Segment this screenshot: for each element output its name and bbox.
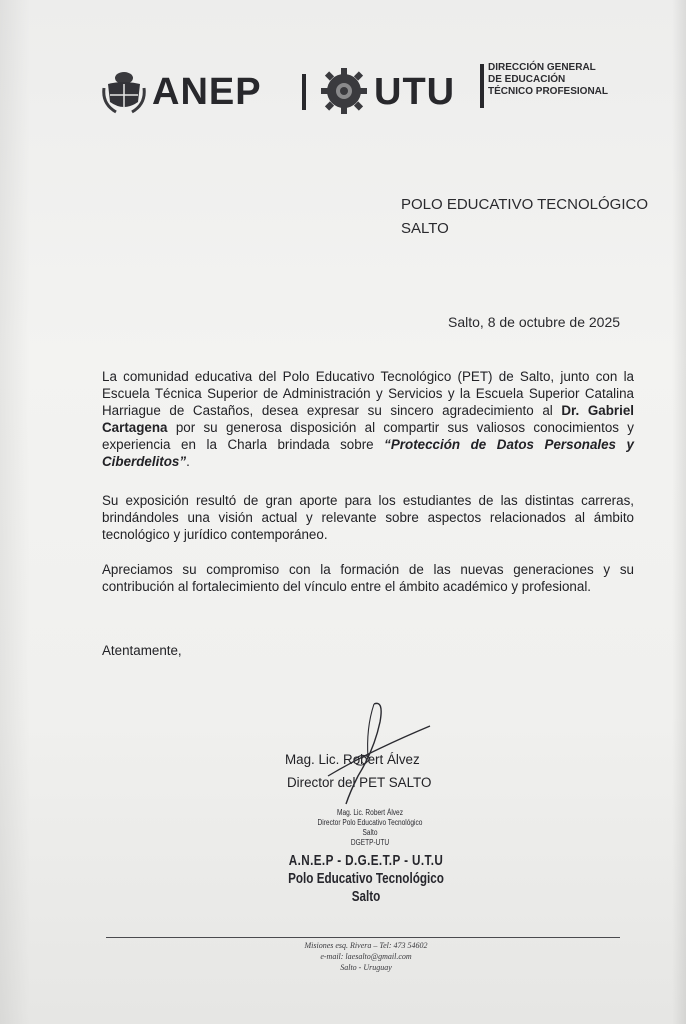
footer-divider: [106, 937, 620, 938]
signatory-name: Mag. Lic. Robert Álvez: [285, 752, 420, 767]
stamp-large-line-2: Polo Educativo Tecnológico: [288, 870, 444, 887]
recipient-line-1: POLO EDUCATIVO TECNOLÓGICO: [401, 196, 648, 213]
stamp-large-line-1: A.N.E.P - D.G.E.T.P - U.T.U: [288, 852, 444, 869]
paragraph-1-end: .: [186, 454, 190, 469]
recipient-block: [401, 193, 648, 241]
page-shadow-right: [672, 0, 686, 1024]
letter-date: Salto, 8 de octubre de 2025: [448, 314, 621, 330]
closing-salutation: Atentamente,: [102, 643, 182, 658]
honoree-name: Dr. Gabriel Cartagena: [102, 403, 634, 435]
paragraph-1-text: La comunidad educativa del Polo Educativo Tecnológico (PET) de Salto, junto con la Escuela Técnica Superior de Administración y Servicios y la Escuela Superior Catalina Harriague de Castaños, desea expresar su sincero agradecimiento al: [102, 369, 634, 418]
signatory-title: Director del PET SALTO: [287, 775, 432, 790]
official-stamp-large: [288, 852, 444, 906]
letterhead: [102, 64, 642, 122]
footer-email: e-mail: laesalto@gmail.com: [320, 952, 412, 961]
logo-divider: [302, 74, 306, 110]
stamp-small-line: DGETP-UTU: [350, 838, 390, 847]
stamp-small-line: Director Polo Educativo Tecnológico Salto: [317, 818, 423, 837]
stamp-small-line: Mag. Lic. Robert Álvez: [336, 808, 403, 817]
utu-logo-text: UTU: [374, 71, 456, 113]
paragraph-1: [102, 368, 634, 470]
direction-divider: [480, 64, 484, 108]
handwritten-signature-icon: [298, 698, 438, 808]
direction-title: [488, 62, 608, 98]
official-stamp-small: [313, 808, 428, 848]
direction-line: DE EDUCACIÓN: [488, 74, 566, 85]
footer-contact: [266, 940, 466, 973]
footer-address: Misiones esq. Rivera – Tel: 473 54602: [304, 941, 428, 950]
paragraph-2: Su exposición resultó de gran aporte para los estudiantes de las distintas carreras, brindándoles una visión actual y relevante sobre aspectos relacionados al ámbito tecnológico y jurídico contemporáneo.: [102, 493, 634, 542]
direction-line: TÉCNICO PROFESIONAL: [488, 86, 609, 97]
uruguay-coat-of-arms-icon: [102, 68, 146, 114]
recipient-line-2: SALTO: [401, 220, 449, 237]
page-shadow-left: [0, 0, 30, 1024]
stamp-large-line-3: Salto: [351, 888, 381, 905]
direction-line: DIRECCIÓN GENERAL: [488, 62, 596, 73]
paragraph-1-text-cont: por su generosa disposición al compartir sus valiosos conocimientos y experiencia en la Charla brindada sobre: [102, 420, 634, 452]
utu-gear-emblem-icon: [320, 66, 368, 116]
anep-logo-text: ANEP: [152, 71, 262, 113]
paragraph-3: Apreciamos su compromiso con la formación de las nuevas generaciones y su contribución al fortalecimiento del vínculo entre el ámbito académico y profesional.: [102, 562, 634, 594]
footer-location: Salto - Uruguay: [340, 963, 392, 972]
talk-topic: “Protección de Datos Personales y Ciberdelitos”: [102, 437, 635, 469]
